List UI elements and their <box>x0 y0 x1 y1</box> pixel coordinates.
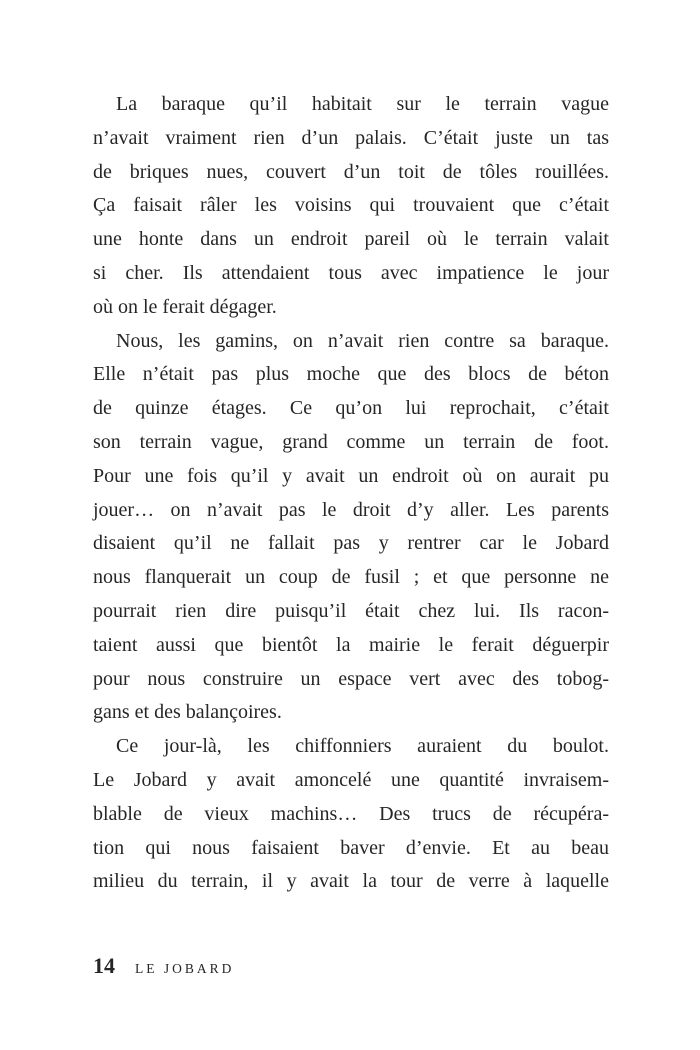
text-line: Elle n’était pas plus moche que des blocs de béton <box>93 363 609 386</box>
text-line: Ce jour-là, les chiffonniers auraient du boulot. <box>116 735 609 758</box>
page-number: 14 <box>93 953 115 978</box>
page-footer <box>93 953 234 979</box>
text-line: de briques nues, couvert d’un toit de tôles rouillées. <box>93 160 609 183</box>
text-line: milieu du terrain, il y avait la tour de verre à laquelle <box>93 870 609 893</box>
text-line: blable de vieux machins… Des trucs de récupéra- <box>93 802 609 825</box>
text-line: La baraque qu’il habitait sur le terrain vague <box>116 93 609 115</box>
text-line: une honte dans un endroit pareil où le terrain valait <box>93 228 609 251</box>
text-line: Nous, les gamins, on n’avait rien contre sa baraque. <box>116 329 609 352</box>
text-line: nous flanquerait un coup de fusil ; et que personne ne <box>93 566 609 589</box>
text-line: Pour une fois qu’il y avait un endroit où on aurait pu <box>93 464 609 487</box>
text-line: de quinze étages. Ce qu’on lui reprochait, c’était <box>93 397 609 420</box>
text-line: où on le ferait dégager. <box>93 295 277 318</box>
text-line: tion qui nous faisaient baver d’envie. Et au beau <box>93 836 609 859</box>
text-block <box>93 88 609 899</box>
text-line: disaient qu’il ne fallait pas y rentrer car le Jobard <box>93 532 609 555</box>
text-line: son terrain vague, grand comme un terrain de foot. <box>93 430 609 453</box>
text-line: n’avait vraiment rien d’un palais. C’était juste un tas <box>93 126 609 149</box>
text-line: gans et des balançoires. <box>93 701 282 724</box>
text-line: taient aussi que bientôt la mairie le ferait déguerpir <box>93 633 609 656</box>
text-line: jouer… on n’avait pas le droit d’y aller. Les parents <box>93 498 609 521</box>
text-line: pour nous construire un espace vert avec des tobog- <box>93 667 609 690</box>
running-title: LE JOBARD <box>135 961 235 976</box>
text-line: si cher. Ils attendaient tous avec impatience le jour <box>93 261 609 284</box>
text-line: pourrait rien dire puisqu’il était chez lui. Ils racon- <box>93 599 609 622</box>
text-line: Le Jobard y avait amoncelé une quantité invraisem- <box>93 768 609 791</box>
text-line: Ça faisait râler les voisins qui trouvaient que c’était <box>93 194 609 217</box>
